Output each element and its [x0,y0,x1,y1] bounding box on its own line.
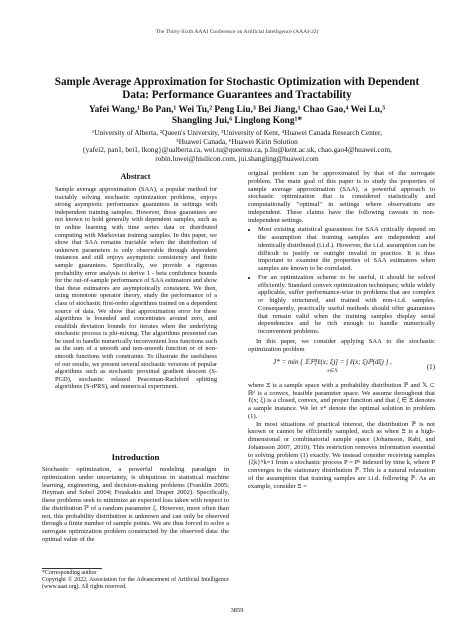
introduction-heading: Introduction [111,452,160,462]
introduction-paragraph: Stochastic optimization, a powerful modeling paradigm in optimization under uncertainty, is ubiquitous in statistical machine learning, engineering, and decision-making problems (Franklin 2005; Heyman and Sobel 2004; Fouskakis and Draper 2002). Specifically, these problems seek to minimize an expected loss taken with respect to the distribution ℙ of a random parameter ξ. However, more often than not, this probability distribution is unknown and can only be observed through a finite number of sample points. We are thus forced to solve a surrogate optimization problem constructed by the observed data: the optimal value of the [42,466,229,543]
conference-header: The Thirty-Sixth AAAI Conference on Artificial Intelligence (AAAI-22) [155,29,319,35]
caveat-item: • Most existing statistical guarantees for SAA critically depend on the assumption that training samples are independent and identically distributed (i.i.d.). However, the i.i.d. assumption can be difficult to justify or outright invalid in practice. It is thus important to examine the properties of SAA estimators when samples are known to be correlated. [258,226,435,273]
equation-subscript: x∈𝕏 [327,369,338,374]
footnote-rule [42,568,102,569]
body-paragraph: original problem can be approximated by that of the surrogate problem. The main goal of this paper is to study the properties of sample average approximation (SAA), a powerful approach to stochastic optimization that is considered statistically and computationally "optimal" in settings where observations are independent. These claims have the following caveats in non-independent settings. [248,170,435,224]
affiliations [30,129,444,164]
body-paragraph: where Ξ is a sample space with a probability distribution ℙ and 𝕏 ⊂ ℝᵈ is a convex, feasible parameter space. We assume throughout that ℓ(x; ξ) is a closed, convex, and proper function and that ξ ∈ Ξ denotes a sample instance. We let x* denote the optimal solution to problem (1). [248,381,435,420]
caveat-item: • For an optimization scheme to be useful, it should be solved efficiently. Standard convex optimization techniques; while widely applicable, suffer performance-wise in problems that are complex or highly structured, and trained with non-i.i.d. samples. Consequently, practically useful methods should offer guarantees that remain valid when the training samples display serial dependencies and be rich enough to handle numerically inconvenient problems. [258,274,435,336]
introduction-text [42,466,229,544]
author-list [40,105,434,127]
authors-line-1: Yafei Wang,¹ Bo Pan,¹ Wei Tu,² Peng Liu,³ Bei Jiang,¹ Chao Gao,⁴ Wei Lu,⁵ [88,105,386,115]
footnotes [42,570,229,591]
paper-title: Sample Average Approximation for Stochastic Optimization with Dependent Data: Performance Guarantees and Tractability [54,76,420,101]
equation-1 [248,359,435,376]
affiliation-line: ¹University of Alberta, ²Queen's University, ³University of Kent, ⁴Huawei Canada Research Center, [92,128,382,137]
authors-line-2: Shangling Jui,⁶ Linglong Kong¹* [171,116,303,126]
copyright-notice: Copyright © 2022, Association for the Advancement of Artificial Intelligence (www.aaai.org). All rights reserved. [42,577,229,590]
caveat-list [248,226,435,336]
body-paragraph: In this paper, we consider applying SAA to the stochastic optimization problem [248,337,435,353]
abstract-paragraph: Sample average approximation (SAA), a popular method for tractably solving stochastic optimization problems, enjoys strong asymptotic performance guarantees in settings with independent training samples. However, these guarantees are not known to hold generally with dependent samples, such as in online learning with time series data or distributed computing with Markovian training samples. In this paper, we show that SAA remains tractable when the distribution of unknown parameters is only observable through dependent instances and still enjoys asymptotic consistency and finite sample guarantees. Specifically, we provide a rigorous probability error analysis to derive 1 - beta confidence bounds for the out-of-sample performance of SAA estimators and show that these estimators are asymptotically consistent. We then, using monotone operator theory, study the performance of a class of stochastic first-order algorithms trained on a dependent source of data. We show that approximation error for these algorithms is bounded and concentrates around zero, and establish deviation bounds for iterates when the underlying stochastic process is phi-mixing. The algorithms presented can be used to handle numerically inconvenient loss functions such as the sum of a smooth and non-smooth function or of non-smooth functions with constraints. To illustrate the usefulness of our results, we present several stochastic versions of popular algorithms such as stochastic proximal gradient descent (S-PGD), stochastic relaxed Peaceman-Rachford splitting algorithms (S-rPRS), and numerical experiment. [55,186,217,391]
equation-text: J* = min { 𝔼ℙ[ℓ(x; ξ)] = ∫ ℓ(x; ξ)ℙ(dξ) } , [273,358,392,367]
abstract-heading: Abstract [120,172,151,181]
email-line: robin.luwei@hisilicon.com, jui.shangling@huawei.com [155,154,319,164]
right-column [248,170,435,490]
equation-body [248,359,417,376]
email-line: {yafei2, pan1, bei1, lkong}@ualberta.ca, wei.tu@queensu.ca, p.liu@kent.ac.uk, chao.gao4@huawei.com, [82,145,392,155]
equation-number: (1) [426,362,435,371]
affiliation-line: ⁵Huawei Canada, ⁶Huawei Kirin Solution [176,136,298,146]
corresponding-author-note: *Corresponding author [42,570,97,576]
page-number: 3859 [230,607,244,614]
abstract-text [55,186,217,391]
body-paragraph: In most situations of practical interest, the distribution ℙ is not known or cannot be efficiently sampled, such as when Ξ is a high-dimensional or combinatorial sample space (Johansson, Rabi, and Johansson 2007, 2010). This restriction removes information essential to solving problem (1) exactly. We instead consider receiving samples {ξk}ᴺk=1 from a stochastic process P = Pᵏ indexed by time k, where P converges to the stationary distribution ℙ. This is a natural relaxation of the assumption that training samples are i.i.d. following ℙ. As an example, consider Ξ = [248,420,435,490]
